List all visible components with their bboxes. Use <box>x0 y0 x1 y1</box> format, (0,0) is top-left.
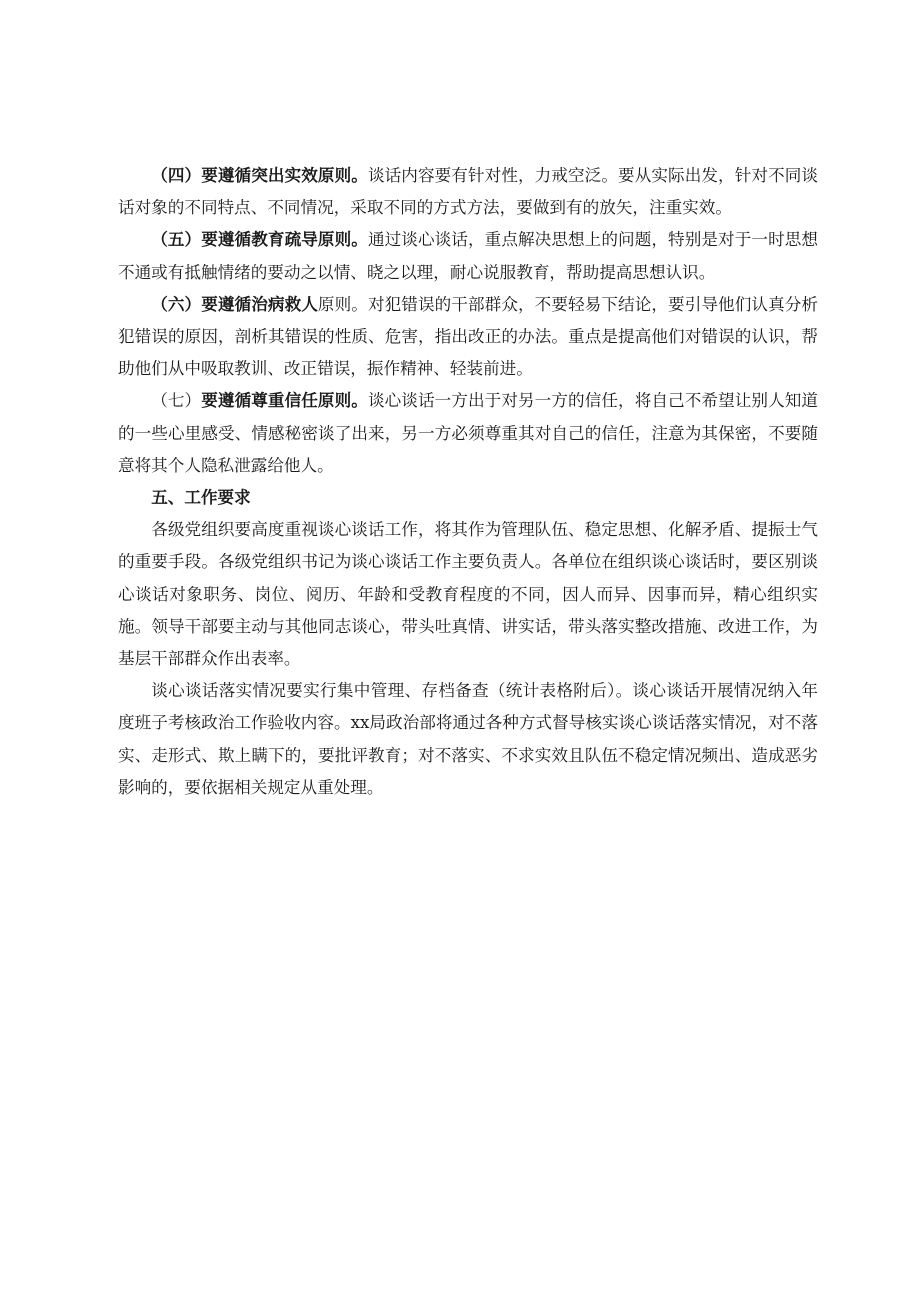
principle-4-body: 谈话内容要有针对性，力戒空泛。要从实际出发，针对不同谈话对象的不同特点、不同情况，采取不同的方式方法，要做到有的放矢，注重实效。 <box>118 166 819 218</box>
requirement-paragraph-1: 各级党组织要高度重视谈心谈话工作，将其作为管理队伍、稳定思想、化解矛盾、提振士气的重要手段。各级党组织书记为谈心谈话工作主要负责人。各单位在组织谈心谈话时，要区别谈心谈话对象职务、岗位、阅历、年龄和受教育程度的不同，因人而异、因事而异，精心组织实施。领导干部要主动与其他同志谈心，带头吐真情、讲实话，带头落实整改措施、改进工作，为基层干部群众作出表率。 <box>118 520 818 669</box>
principle-4-lead: （四）要遵循突出实效原则。 <box>151 166 368 185</box>
principle-6-lead: （六）要遵循治病救人 <box>151 294 318 314</box>
section-heading: 五、工作要求 <box>151 488 251 508</box>
principle-6-body: 原则。对犯错误的干部群众，不要轻易下结论，要引导他们认真分析犯错误的原因，剖析其错误的性质、危害，指出改正的办法。重点是提高他们对错误的认识，帮助他们从中吸取教训、改正错误，振作精神、轻装前进。 <box>118 294 819 379</box>
principle-6 <box>118 289 818 386</box>
principle-7 <box>118 385 818 482</box>
principle-7-prefix: （七） <box>151 391 202 411</box>
principle-4 <box>118 160 818 224</box>
document-page <box>118 160 818 804</box>
principle-7-body: 谈心谈话一方出于对另一方的信任，将自己不希望让别人知道的一些心里感受、情感秘密谈了出来，另一方必须尊重其对自己的信任，注意为其保密，不要随意将其个人隐私泄露给他人。 <box>118 391 819 475</box>
requirement-paragraph-2: 谈心谈话落实情况要实行集中管理、存档备查（统计表格附后）。谈心谈话开展情况纳入年度班子考核政治工作验收内容。xx局政治部将通过各种方式督导核实谈心谈话落实情况，对不落实、走形式、欺上瞒下的，要批评教育；对不落实、不求实效且队伍不稳定情况频出、造成恶劣影响的，要依据相关规定从重处理。 <box>118 681 818 797</box>
principle-5-lead: （五）要遵循教育疏导原则。 <box>151 230 368 250</box>
principle-5-body: 通过谈心谈话，重点解决思想上的问题，特别是对于一时思想不通或有抵触情绪的要动之以情、晓之以理，耐心说服教育，帮助提高思想认识。 <box>118 230 819 282</box>
principle-5 <box>118 224 818 288</box>
principle-7-lead: 要遵循尊重信任原则。 <box>201 391 368 411</box>
